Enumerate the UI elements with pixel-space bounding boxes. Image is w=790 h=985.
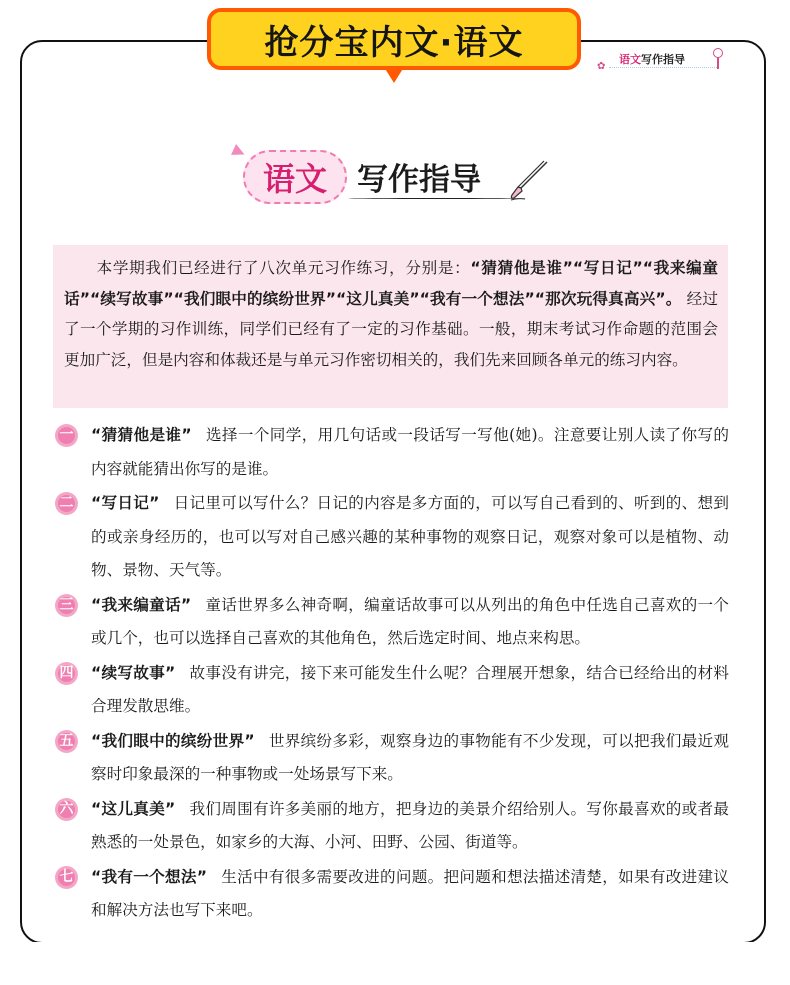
page-heading <box>235 140 565 210</box>
brush-icon <box>507 158 551 202</box>
list-item <box>55 487 729 588</box>
intro-text-a: 本学期我们已经进行了八次单元习作练习，分别是： <box>96 259 471 277</box>
number-badge: 一 <box>55 424 78 447</box>
dotted-line <box>609 67 717 68</box>
number-badge: 三 <box>55 594 78 617</box>
number-badge: 四 <box>55 662 78 685</box>
item-text: 故事没有讲完，接下来可能发生什么呢？合理展开想象，结合已经给出的材料合理发散思维。 <box>91 663 729 715</box>
unit-list <box>55 419 729 929</box>
item-title: “我有一个想法” <box>91 867 208 886</box>
heading-underline <box>348 198 526 199</box>
section-label-rest: 写作指导 <box>641 53 685 66</box>
list-item <box>55 657 729 724</box>
heading-badge-text: 语文 <box>262 160 327 198</box>
intro-text-b: 经过了一个学期的习作训练，同学们已经有了一定的习作基础。一般，期末考试习作命题的范围会更加广泛，但是内容和体裁还是与单元习作密切相关的，我们先来回顾各单元的练习内容。 <box>64 289 718 369</box>
item-title: “续写故事” <box>91 663 176 682</box>
section-label-text <box>617 51 687 67</box>
item-text: 选择一个同学，用几句话或一段话写一写他(她)。注意要让别人读了你写的内容就能猜出你写的是谁。 <box>91 426 729 478</box>
list-item <box>55 861 729 928</box>
number-badge: 五 <box>55 730 78 753</box>
item-text: 世界缤纷多彩，观察身边的事物能有不少发现，可以把我们最近观察时印象最深的一种事物或一处场景写下来。 <box>91 731 729 783</box>
intro-unit-list: “猜猜他是谁”“写日记”“我来编童话”“续写故事”“我们眼中的缤纷世界”“这儿真美”“我有一个想法”“那次玩得真高兴”。 <box>64 259 718 308</box>
number-badge: 六 <box>55 798 78 821</box>
number-badge: 二 <box>55 492 78 515</box>
pin-stick <box>717 57 719 69</box>
flower-icon: ✿ <box>597 61 606 72</box>
section-label <box>597 48 727 74</box>
list-item <box>55 793 729 860</box>
heading-badge <box>243 150 347 204</box>
section-label-highlight: 语文 <box>619 53 641 66</box>
item-text: 我们周围有许多美丽的地方，把身边的美景介绍给别人。写你最喜欢的或者最熟悉的一处景色，如家乡的大海、小河、田野、公园、街道等。 <box>91 799 729 851</box>
heading-title: 写作指导 <box>357 162 481 198</box>
page-bottom-margin <box>0 942 790 985</box>
item-title: “猜猜他是谁” <box>91 426 192 444</box>
item-text: 日记里可以写什么？日记的内容是多方面的，可以写自己看到的、听到的、想到的或亲身经历的，也可以写对自己感兴趣的某种事物的观察日记，观察对象可以是植物、动物、景物、天气等。 <box>91 494 729 579</box>
banner-pointer <box>384 67 404 83</box>
item-title: “我们眼中的缤纷世界” <box>91 731 255 750</box>
banner-title: 抢分宝内文·语文 <box>264 22 524 63</box>
intro-paragraph <box>53 245 728 408</box>
list-item <box>55 419 729 486</box>
item-text: 生活中有很多需要改进的问题。把问题和想法描述清楚，如果有改进建议和解决方法也写下来吧。 <box>91 867 729 919</box>
list-item <box>55 589 729 656</box>
list-item <box>55 725 729 792</box>
item-title: “写日记” <box>91 494 160 512</box>
number-badge: 七 <box>55 866 78 889</box>
title-banner <box>207 8 581 70</box>
item-title: “这儿真美” <box>91 799 176 818</box>
item-text: 童话世界多么神奇啊，编童话故事可以从列出的角色中任选自己喜欢的一个或几个，也可以选择自己喜欢的其他角色，然后选定时间、地点来构思。 <box>91 595 729 647</box>
item-title: “我来编童话” <box>91 595 192 614</box>
